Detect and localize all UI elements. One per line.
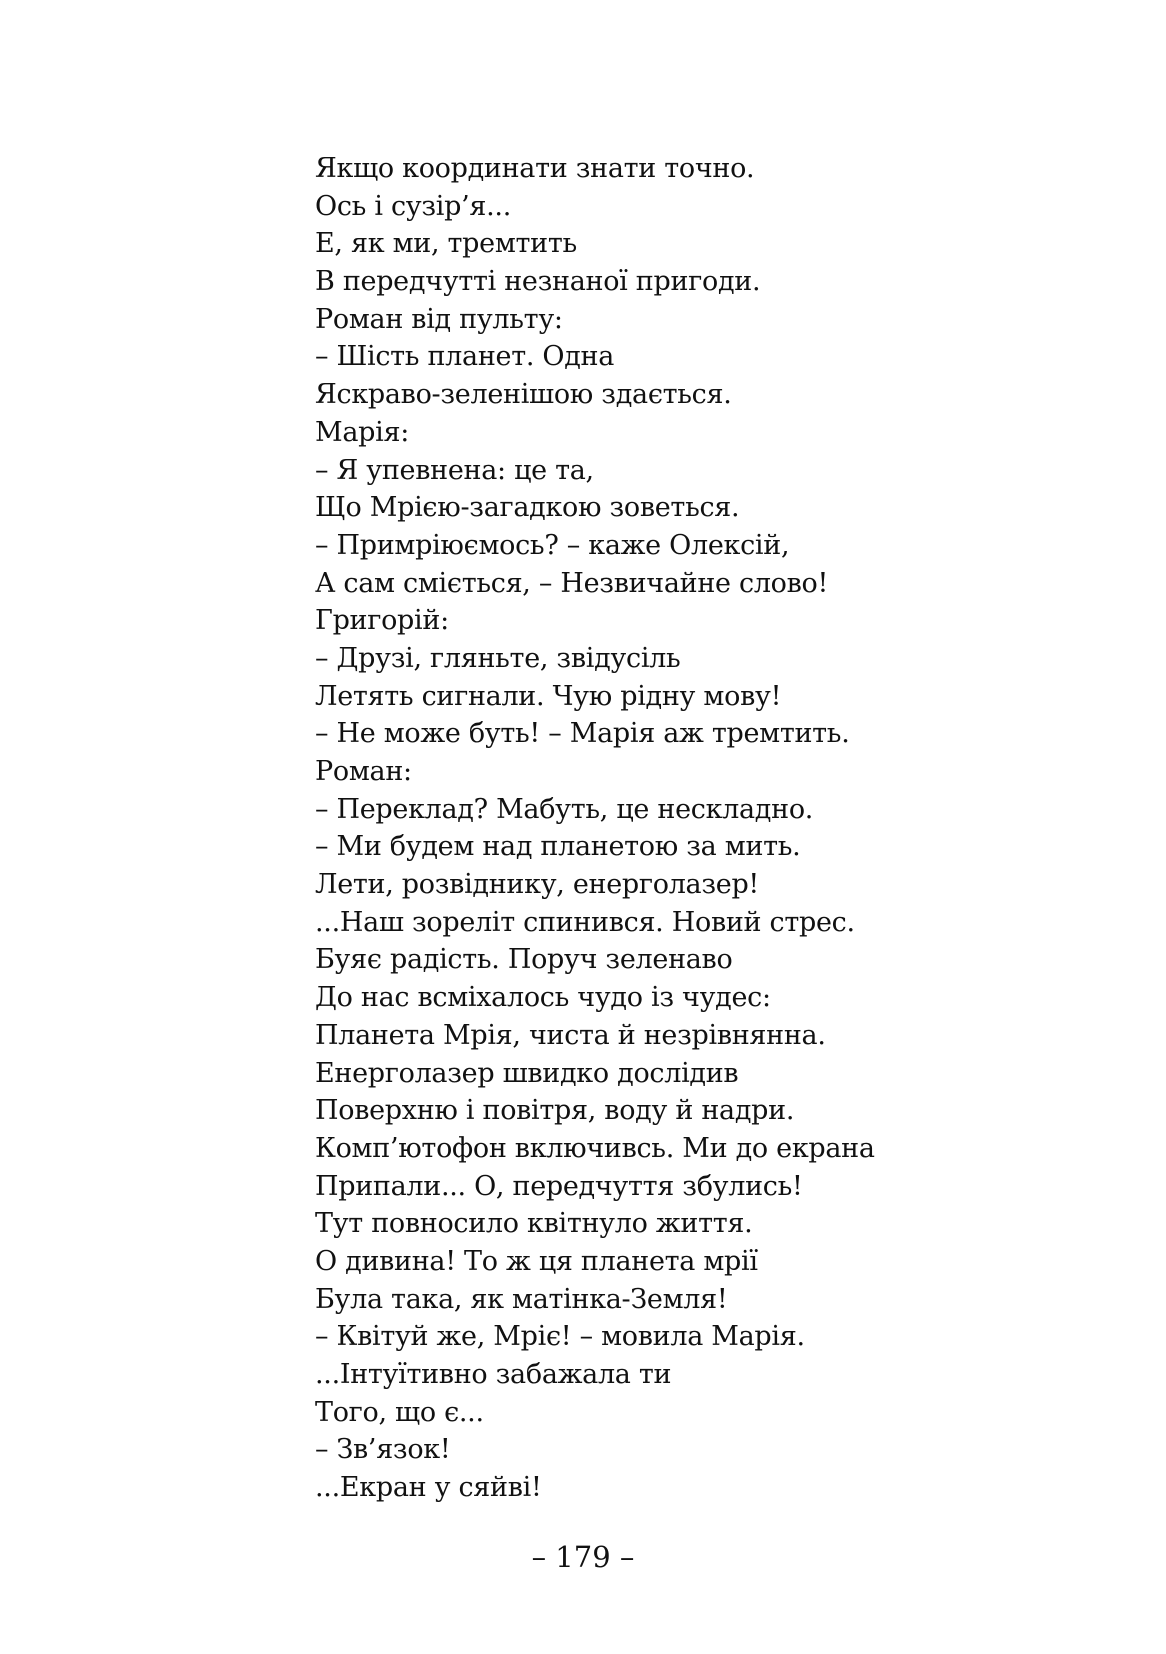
poem-line: Припали... О, передчуття збулись! bbox=[315, 1170, 803, 1202]
poem-line: Комп’ютофон включивсь. Ми до екрана bbox=[315, 1132, 875, 1164]
poem-line: Була така, як матінка-Земля! bbox=[315, 1283, 728, 1315]
poem-line: Енерголазер швидко дослідив bbox=[315, 1057, 739, 1089]
poem-line: – Не може буть! – Марія аж тремтить. bbox=[315, 718, 850, 750]
poem-line: ...Інтуїтивно забажала ти bbox=[315, 1359, 672, 1390]
poem-line: Летять сигнали. Чую рідну мову! bbox=[315, 680, 782, 712]
poem-line: До нас всміхалось чудо із чудес: bbox=[315, 982, 771, 1014]
poem-line: – Примріюємось? – каже Олексій, bbox=[315, 529, 790, 561]
poem-line: А сам сміється, – Незвичайне слово! bbox=[315, 567, 829, 599]
poem-line: Тут повносило квітнуло життя. bbox=[315, 1208, 753, 1240]
poem-line: – Я упевнена: це та, bbox=[315, 454, 594, 486]
poem-line: Планета Мрія, чиста й незрівнянна. bbox=[315, 1019, 826, 1051]
poem-line: Григорій: bbox=[315, 605, 449, 637]
poem-line: Якщо координати знати точно. bbox=[315, 153, 755, 184]
page-number: – 179 – bbox=[531, 1540, 635, 1574]
poem-line: – Переклад? Мабуть, це нескладно. bbox=[315, 793, 814, 825]
poem-line: Поверхню і повітря, воду й надри. bbox=[315, 1095, 795, 1127]
poem-line: О дивина! То ж ця планета мрії bbox=[315, 1245, 758, 1277]
poem-line: – Шість планет. Одна bbox=[315, 341, 615, 373]
poem-line: – Друзі, гляньте, звідусіль bbox=[315, 642, 681, 674]
poem-line: В передчутті незнаної пригоди. bbox=[315, 266, 761, 298]
poem-line: Марія: bbox=[315, 416, 409, 448]
poem-line: Е, як ми, тремтить bbox=[315, 228, 577, 260]
poem-line: Роман: bbox=[315, 756, 412, 787]
poem-line: Буяє радість. Поруч зеленаво bbox=[315, 944, 733, 976]
poem-text bbox=[315, 150, 1095, 1507]
poem-line: ...Екран у сяйві! bbox=[315, 1472, 542, 1504]
poem-line: Того, що є... bbox=[315, 1396, 484, 1428]
poem-line: – Ми будем над планетою за мить. bbox=[315, 831, 801, 863]
poem-line: Ось і сузір’я... bbox=[315, 190, 511, 222]
poem-line: – Квітуй же, Мріє! – мовила Марія. bbox=[315, 1321, 805, 1353]
poem-line: ...Наш зореліт спинився. Новий стрес. bbox=[315, 906, 855, 938]
poem-line: Лети, розвіднику, енерголазер! bbox=[315, 869, 759, 901]
poem-line: – Зв’язок! bbox=[315, 1434, 451, 1466]
poem-line: Яскраво-зеленішою здається. bbox=[315, 379, 732, 411]
poem-line: Що Мрією-загадкою зоветься. bbox=[315, 492, 740, 524]
poem-line: Роман від пульту: bbox=[315, 303, 563, 335]
